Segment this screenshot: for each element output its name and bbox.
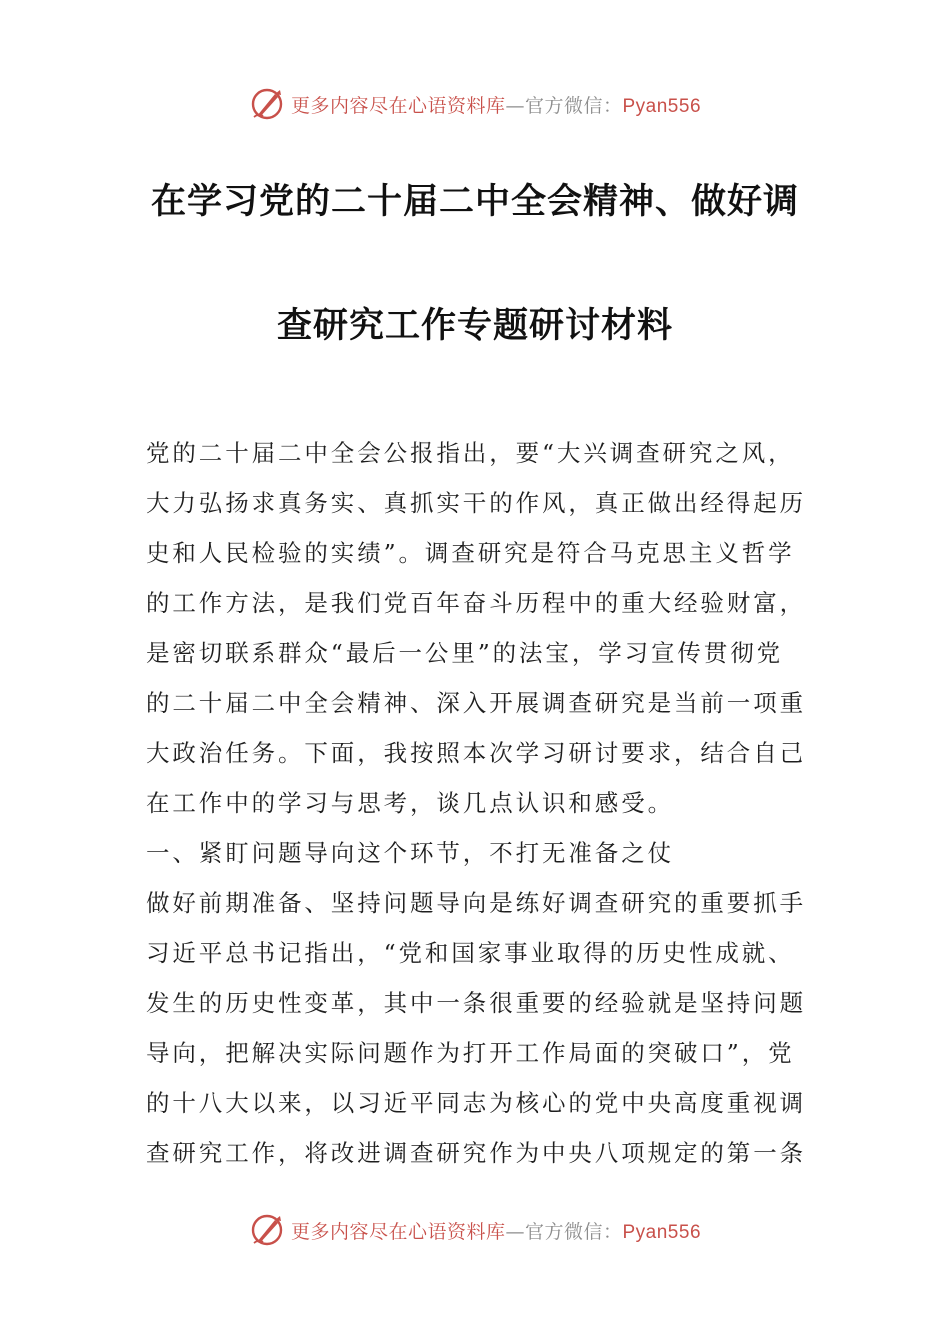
watermark-brand: 更多内容尽在心语资料库 <box>290 94 506 117</box>
watermark-separator: — <box>505 94 525 117</box>
watermark-text <box>291 91 701 118</box>
watermark-brand: 更多内容尽在心语资料库 <box>290 1220 506 1243</box>
body-line: 导向，把解决实际问题作为打开工作局面的突破口”，党 <box>146 1039 795 1067</box>
body-line: 史和人民检验的实绩”。调查研究是符合马克思主义哲学 <box>146 539 795 567</box>
body-line: 是密切联系群众“最后一公里”的法宝，学习宣传贯彻党 <box>146 639 784 667</box>
body-line: 做好前期准备、坚持问题导向是练好调查研究的重要抓手 <box>146 889 806 917</box>
body-line: 的十八大以来，以习近平同志为核心的党中央高度重视调 <box>146 1089 806 1117</box>
body-line: 党的二十届二中全会公报指出，要“大兴调查研究之风， <box>146 439 795 467</box>
body-line: 大政治任务。下面，我按照本次学习研讨要求，结合自己 <box>146 739 806 767</box>
watermark-wechat-id: Pyan556 <box>622 1221 702 1243</box>
body-line: 的二十届二中全会精神、深入开展调查研究是当前一项重 <box>146 689 806 717</box>
watermark-text <box>291 1217 701 1244</box>
footer-watermark-banner <box>0 1210 950 1250</box>
document-title-line-1: 在学习党的二十届二中全会精神、做好调 <box>150 182 799 222</box>
watermark-wechat-id: Pyan556 <box>622 95 702 117</box>
section-heading: 一、紧盯问题导向这个环节，不打无准备之仗 <box>146 839 674 867</box>
quill-pen-logo-icon <box>249 86 285 122</box>
quill-pen-logo-icon <box>249 1212 285 1248</box>
document-title-line-2: 查研究工作专题研讨材料 <box>276 306 673 346</box>
document-body <box>146 428 806 1178</box>
body-line: 发生的历史性变革，其中一条很重要的经验就是坚持问题 <box>146 989 806 1017</box>
body-line: 的工作方法，是我们党百年奋斗历程中的重大经验财富， <box>146 589 806 617</box>
body-line: 在工作中的学习与思考，谈几点认识和感受。 <box>146 789 674 817</box>
watermark-official-label: 官方微信： <box>524 94 623 117</box>
watermark-official-label: 官方微信： <box>524 1220 623 1243</box>
body-line: 习近平总书记指出，“党和国家事业取得的历史性成就、 <box>146 939 795 967</box>
body-line: 查研究工作，将改进调查研究作为中央八项规定的第一条 <box>146 1139 806 1167</box>
header-watermark-banner <box>0 84 950 124</box>
watermark-separator: — <box>505 1220 525 1243</box>
body-line: 大力弘扬求真务实、真抓实干的作风，真正做出经得起历 <box>146 489 806 517</box>
